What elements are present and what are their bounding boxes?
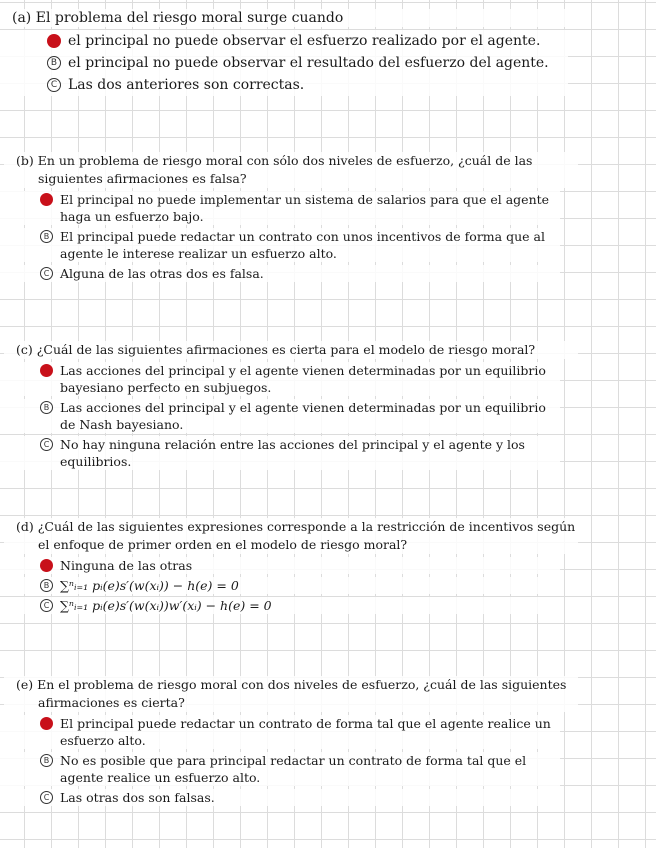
question-a [0,9,656,96]
option-text: Las otras dos son falsas. [60,790,215,805]
radio-c-icon[interactable]: C [40,438,53,451]
option-formula: ∑ⁿᵢ₌₁ pᵢ(e)s′(w(xᵢ))w′(xᵢ) − h(e) = 0 [60,598,272,613]
option-text: el principal no puede observar el resultado del esfuerzo del agente. [68,55,549,71]
option-text: Las acciones del principal y el agente vienen determinadas por un equilibrio bayesiano perfecto en subjuegos. [60,363,546,395]
radio-c-icon[interactable]: C [40,599,53,612]
radio-b-icon[interactable]: B [40,230,53,243]
option-text: El principal no puede implementar un sistema de salarios para que el agente haga un esfuerzo bajo. [60,192,550,224]
option-text: No hay ninguna relación entre las acciones del principal y el agente y los equilibrios. [60,437,525,469]
option-c-3[interactable] [0,436,560,470]
option-b-1[interactable] [0,191,560,225]
option-e-1[interactable] [0,715,560,749]
option-d-1[interactable] [0,557,560,574]
option-d-2[interactable] [0,577,560,594]
option-b-2[interactable] [0,228,560,262]
radio-b-icon[interactable]: B [40,579,53,592]
option-c-1[interactable] [0,362,560,396]
selected-radio-icon[interactable] [40,193,53,206]
question-b-stem: (b) En un problema de riesgo moral con sólo dos niveles de esfuerzo, ¿cuál de las siguientes afirmaciones es falsa? [4,152,578,188]
radio-b-icon[interactable]: B [40,401,53,414]
question-e-stem: (e) En el problema de riesgo moral con dos niveles de esfuerzo, ¿cuál de las siguientes afirmaciones es cierta? [4,676,578,712]
option-d-3[interactable] [0,597,560,614]
question-c [0,341,656,473]
option-a-1[interactable] [0,30,568,52]
question-c-stem: (c) ¿Cuál de las siguientes afirmaciones es cierta para el modelo de riesgo moral? [4,341,578,359]
option-formula: ∑ⁿᵢ₌₁ pᵢ(e)s′(w(xᵢ)) − h(e) = 0 [60,578,239,593]
question-a-stem: (a) El problema del riesgo moral surge cuando [4,9,574,27]
question-d [0,518,656,617]
option-c-2[interactable] [0,399,560,433]
option-e-2[interactable] [0,752,560,786]
selected-radio-icon[interactable] [47,34,61,48]
option-text: El principal puede redactar un contrato con unos incentivos de forma que al agente le interese realizar un esfuerzo alto. [60,229,545,261]
selected-radio-icon[interactable] [40,364,53,377]
radio-c-icon[interactable]: C [40,791,53,804]
question-d-stem: (d) ¿Cuál de las siguientes expresiones corresponde a la restricción de incentivos según el enfoque de primer orden en el modelo de riesgo moral? [4,518,578,554]
radio-c-icon[interactable]: C [40,267,53,280]
option-text: El principal puede redactar un contrato de forma tal que el agente realice un esfuerzo alto. [60,716,551,748]
radio-b-icon[interactable]: B [47,56,61,70]
selected-radio-icon[interactable] [40,559,53,572]
option-b-3[interactable] [0,265,560,282]
selected-radio-icon[interactable] [40,717,53,730]
question-e [0,676,656,809]
question-b [0,152,656,285]
option-e-3[interactable] [0,789,560,806]
option-text: Alguna de las otras dos es falsa. [60,266,264,281]
option-text: Las acciones del principal y el agente vienen determinadas por un equilibrio de Nash bayesiano. [60,400,546,432]
option-text: el principal no puede observar el esfuerzo realizado por el agente. [68,33,541,49]
option-a-2[interactable] [0,52,568,74]
option-text: Las dos anteriores son correctas. [68,77,305,93]
option-text: Ninguna de las otras [60,558,193,573]
radio-b-icon[interactable]: B [40,754,53,767]
option-text: No es posible que para principal redactar un contrato de forma tal que el agente realice un esfuerzo alto. [60,753,527,785]
option-a-3[interactable] [0,74,568,96]
radio-c-icon[interactable]: C [47,78,61,92]
